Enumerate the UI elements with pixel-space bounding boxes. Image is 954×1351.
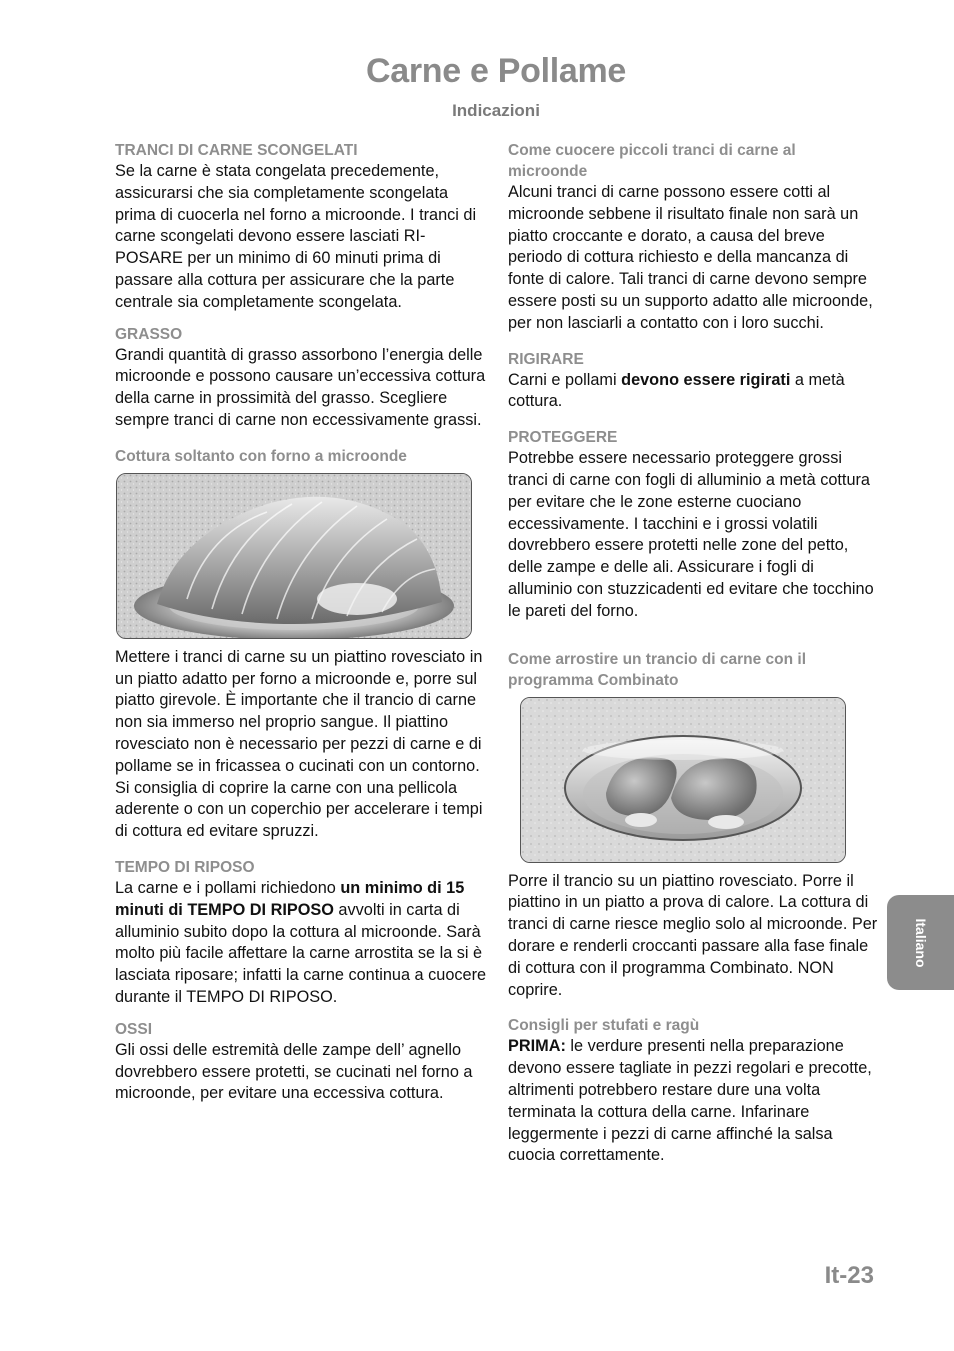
- text-cottura-microonde-2: Si consiglia di coprire la carne con una pellicola aderente o con un coperchio per accelerare i tempi di cottura ed evitare spruzzi.: [115, 778, 483, 841]
- heading-tempo-riposo: TEMPO DI RIPOSO: [115, 858, 255, 876]
- text-proteggere: Potrebbe essere necessario proteggere grossi tranci di carne con fogli di alluminio a metà cottura per evitare che le zone esterne cuociano eccessivamente. I tacchini e i grossi volatili dovrebbero essere protetti nelle zone del petto, delle zampe e delle ali. Assicurare i fogli di alluminio con stuzzicadenti ed evitare che tocchino le pareti del forno.: [508, 449, 874, 620]
- text-tempo-riposo-post: avvolti in carta di alluminio subito dopo la cottura al microonde. Sarà molto più facile affettare la carne arrostita se la si è lasciata riposare; infatti la carne continua a cuocere durante il TEMPO DI RIPOSO.: [115, 900, 487, 1006]
- language-tab-label: Italiano: [912, 917, 929, 968]
- text-rigirare-post: a metà cottura.: [508, 370, 845, 411]
- chicken-dish-illustration: [521, 698, 845, 862]
- heading-tranci-scongelati: TRANCI DI CARNE SCONGELATI: [115, 142, 358, 159]
- heading-grasso: GRASSO: [115, 325, 183, 343]
- heading-cottura-microonde: Cottura soltanto con forno a microonde: [115, 447, 407, 465]
- heading-piccoli-tranci: Come cuocere piccoli tranci di carne al microonde: [508, 142, 796, 180]
- right-column: [508, 140, 878, 1167]
- text-ossi: Gli ossi delle estremità delle zampe dell’ agnello dovrebbero essere protetti, se cucinati nel forno a microonde, per evitare una eccessiva cottura.: [115, 1040, 473, 1103]
- text-rigirare: [508, 370, 878, 414]
- meat-dish-illustration: [117, 474, 471, 638]
- photo-chicken-glass-dish: [520, 697, 846, 863]
- text-tranci-scongelati: Se la carne è stata congelata precedemente, assicurarsi che sia completamente scongelata prima di cuocerla nel forno a microonde. I tranci di carne scongelati devono essere lasciati RI-POSARE per un minimo di 60 minuti prima di passare alla cottura per assicurare che la parte centrale sia completamente scongelata.: [115, 162, 477, 311]
- text-tempo-riposo-pre: La carne e i pollami richiedono: [115, 878, 341, 897]
- text-grasso: Grandi quantità di grasso assorbono l’energia delle microonde e possono causare un’eccessiva cottura della carne in prossimità del grasso. Scegliere sempre tranci di carne non eccessivamente grassi.: [115, 345, 486, 429]
- page-title: Carne e Pollame: [365, 52, 627, 90]
- heading-arrostire-combinato: Come arrostire un trancio di carne con il programma Combinato: [508, 650, 807, 689]
- language-tab: [887, 895, 954, 990]
- text-rigirare-bold: devono essere rigirati: [621, 370, 791, 389]
- text-rigirare-pre: Carni e pollami: [508, 370, 622, 389]
- text-cottura-microonde-1: Mettere i tranci di carne su un piattino rovesciato in un piatto adatto per forno a microonde e, porre sul piatto girevole. È importante che il trancio di carne non sia immerso nel proprio sangue. Il piattino rovesciato non è necessario per pezzi di carne e di pollame se in fricassea o cucinati con un contorno.: [115, 647, 483, 775]
- text-stufati-ragu: [508, 1036, 878, 1167]
- photo-meat-covered-film: [116, 473, 472, 639]
- text-tempo-riposo-bold: un minimo di 15 minuti di TEMPO DI RIPOSO: [115, 878, 465, 919]
- text-piccoli-tranci: Alcuni tranci di carne possono essere cotti al microonde sebbene il risultato finale non sarà un piatto croccante e dorato, a causa del breve periodo di cottura richiesto e della mancanza di fonte di calore. Tali tranci di carne devono sempre essere posti su un supporto adatto alle microonde, per non lasciarli a contatto con i loro succhi.: [508, 183, 873, 332]
- heading-stufati-ragu: Consigli per stufati e ragù: [508, 1017, 700, 1035]
- text-arrostire-combinato: Porre il trancio su un piattino rovesciato. Porre il piattino in un piatto a prova di calore. La cottura di tranci di carne riesce meglio solo al microonde. Per dorare e renderli croccanti passare alla fase finale di cottura con il programma Combinato. NON coprire.: [508, 871, 878, 999]
- page-subtitle: Indicazioni: [452, 101, 540, 120]
- heading-ossi: OSSI: [115, 1020, 153, 1038]
- page-number: It-23: [824, 1262, 874, 1289]
- text-stufati-ragu-post: le verdure presenti nella preparazione devono essere tagliate in pezzi regolari e precotte, altrimenti potrebbero restare dure una volta terminata la cottura della carne. Infarinare leggermente i pezzi di carne affinché la salsa cuocia correttamente.: [508, 1037, 872, 1165]
- left-column: [115, 140, 487, 1105]
- heading-rigirare: RIGIRARE: [508, 350, 584, 368]
- text-tempo-riposo: [115, 878, 487, 1009]
- heading-proteggere: PROTEGGERE: [508, 429, 618, 447]
- text-stufati-ragu-bold: PRIMA:: [508, 1037, 566, 1056]
